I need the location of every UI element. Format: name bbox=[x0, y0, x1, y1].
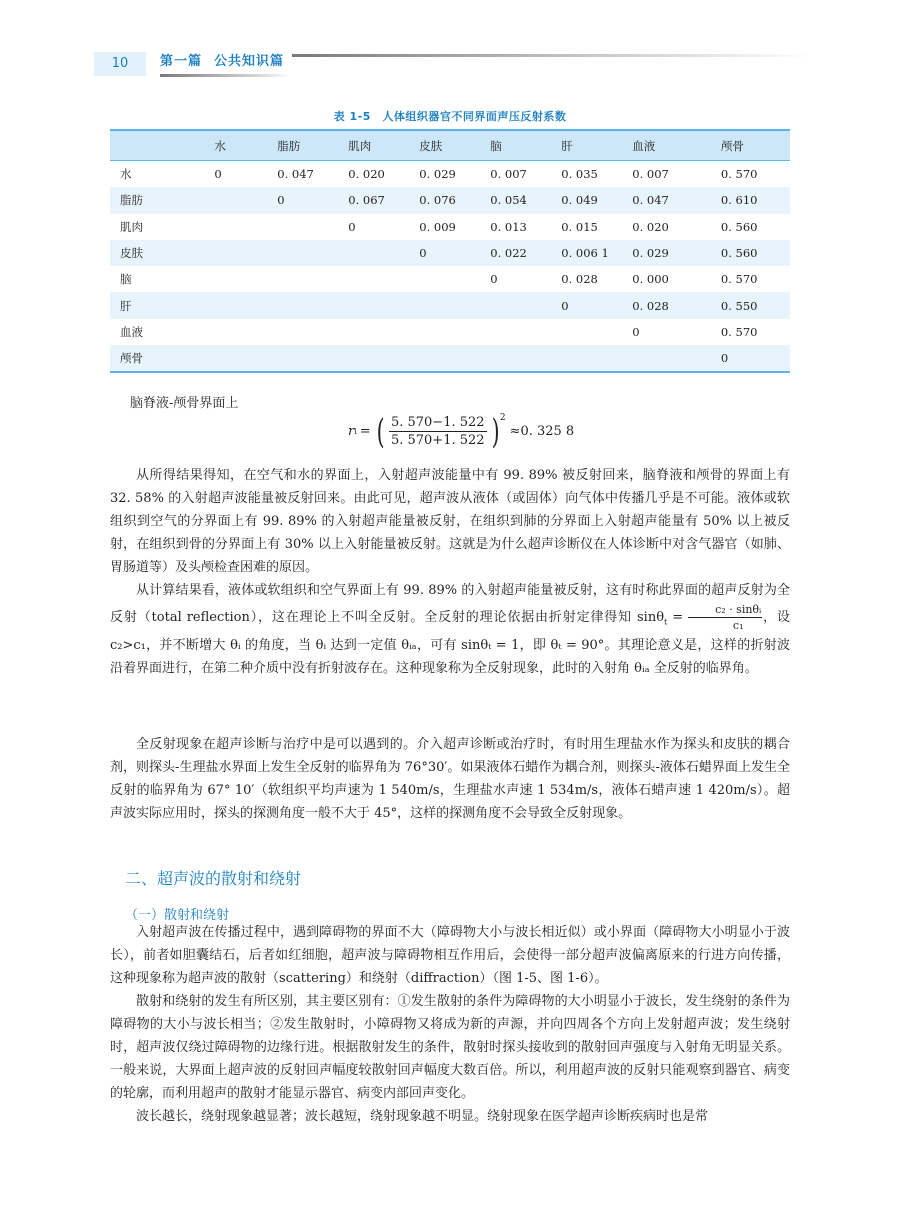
table-cell bbox=[419, 345, 490, 372]
table-header-cell: 颅骨 bbox=[720, 138, 744, 153]
table-row bbox=[110, 161, 790, 188]
snell-fraction bbox=[688, 602, 762, 633]
table-cell: 0. 015 bbox=[561, 219, 598, 234]
paragraph-5: 散射和绕射的发生有所区别，其主要区别有：①发生散射的条件为障碍物的大小明显小于波长，发生绕射的条件为障碍物的大小与波长相当；②发生散射时，小障碍物又将成为新的声源，并向四周各个方向上发射超声波；发生绕射时，超声波仅绕过障碍物的边缘行进。根据散射发生的条件，散射时探头接收到的散射回声强度与入射角无明显关系。一般来说，大界面上超声波的反射回声幅度较散射回声幅度大数百倍。所以，利用超声波的反射只能观察到器官、病变的轮廓，而利用超声的散射才能显示器官、病变内部回声变化。 bbox=[110, 994, 790, 1101]
table-cell bbox=[214, 214, 277, 240]
table-cell: 0. 570 bbox=[720, 272, 758, 287]
table-cell bbox=[348, 266, 419, 292]
table-header-cell: 肌肉 bbox=[348, 138, 372, 153]
table-cell bbox=[490, 292, 561, 318]
table-cell: 0 bbox=[277, 193, 285, 208]
reflection-formula bbox=[348, 411, 575, 452]
table-cell: 0. 047 bbox=[632, 193, 669, 208]
table-cell: 0 bbox=[348, 219, 356, 234]
table-cell bbox=[419, 292, 490, 318]
table-row bbox=[110, 266, 790, 292]
table-cell: 0. 550 bbox=[720, 298, 758, 313]
table-cell bbox=[348, 292, 419, 318]
table-cell: 0. 009 bbox=[419, 219, 456, 234]
table-header-cell: 脑 bbox=[490, 138, 502, 153]
row-label: 水 bbox=[120, 167, 132, 182]
table-cell bbox=[490, 345, 561, 372]
table-cell: 0 bbox=[419, 246, 427, 261]
reflection-coefficient-table bbox=[110, 129, 790, 373]
table-cell bbox=[561, 319, 632, 345]
table-cell: 0. 000 bbox=[632, 272, 669, 287]
header-rule-bottom bbox=[160, 74, 290, 77]
page-number: 10 bbox=[94, 52, 146, 76]
table-cell: 0. 006 1 bbox=[561, 246, 609, 261]
formula-approx: ≈0. 325 8 bbox=[509, 424, 575, 439]
table-cell: 0. 067 bbox=[348, 193, 385, 208]
running-header bbox=[160, 52, 284, 72]
table-cell bbox=[490, 319, 561, 345]
formula-lhs: r bbox=[348, 424, 355, 439]
table-cell: 0. 049 bbox=[561, 193, 598, 208]
table-cell: 0. 007 bbox=[632, 167, 669, 182]
row-label: 肌肉 bbox=[120, 219, 143, 234]
table-cell: 0. 020 bbox=[632, 219, 669, 234]
table-row bbox=[110, 292, 790, 318]
snell-numerator: c₂ · sinθᵢ bbox=[688, 602, 762, 618]
table-row bbox=[110, 214, 790, 240]
table-cell bbox=[419, 266, 490, 292]
row-label: 肝 bbox=[120, 298, 132, 313]
subsection-heading: （一）散射和绕射 bbox=[125, 908, 230, 923]
table-cell bbox=[348, 240, 419, 266]
table-cell: 0. 076 bbox=[419, 193, 456, 208]
table-cell bbox=[348, 319, 419, 345]
table-cell: 0. 035 bbox=[561, 167, 598, 182]
paragraph-3: 全反射现象在超声诊断与治疗中是可以遇到的。介入超声诊断或治疗时，有时用生理盐水作为探头和皮肤的耦合剂，则探头-生理盐水界面上发生全反射的临界角为 76°30′。如果液体石蜡作为耦合剂，则探头-液体石蜡界面上发生全反射的临界角为 67° 10′（软组织平均声速为 1 540m/s，生理盐水声速 1 534m/s，液体石蜡声速 1 420m/s）。超声波实际应用时，探头的探测角度一般不大于 45°，这样的探测角度不会导致全反射现象。 bbox=[110, 737, 790, 821]
paragraph-4: 入射超声波在传播过程中，遇到障碍物的界面不大（障碍物大小与波长相近似）或小界面（障碍物大小明显小于波长），前者如胆囊结石，后者如红细胞，超声波与障碍物相互作用后，会使得一部分超声波偏离原来的行进方向传播，这种现象称为超声波的散射（scattering）和绕射（diffraction）（图 1-5、图 1-6）。 bbox=[110, 925, 790, 986]
table-cell: 0. 028 bbox=[561, 272, 598, 287]
table-cell: 0. 022 bbox=[490, 246, 527, 261]
table-caption: 表 1-5 人体组织器官不同界面声压反射系数 bbox=[333, 110, 567, 123]
table-cell bbox=[632, 345, 721, 372]
table-cell bbox=[214, 266, 277, 292]
table-cell bbox=[277, 240, 348, 266]
table-cell: 0 bbox=[490, 272, 498, 287]
table-cell: 0. 029 bbox=[419, 167, 456, 182]
table-header-cell: 脂肪 bbox=[277, 138, 301, 153]
table-cell: 0. 047 bbox=[277, 167, 314, 182]
table-cell bbox=[277, 345, 348, 372]
table-cell: 0. 007 bbox=[490, 167, 527, 182]
table-row bbox=[110, 319, 790, 345]
paragraph-2-eq: = bbox=[667, 610, 684, 625]
table-cell bbox=[214, 319, 277, 345]
table-cell bbox=[277, 214, 348, 240]
part-label: 第一篇 bbox=[160, 54, 203, 69]
paragraph-2-part-b: ，设 c₂>c₁，并不断增大 θᵢ 的角度，当 θᵢ 达到一定值 θᵢₐ，可有 sinθₜ = 1，即 θₜ = 90°。其理论意义是，这样的折射波沿着界面进行，在第二种介质中没有折射波存在。这种现象称为全反射现象，此时的入射角 θᵢₐ 全反射的临界角。 bbox=[110, 610, 790, 676]
table-cell: 0. 029 bbox=[632, 246, 669, 261]
table-cell: 0. 560 bbox=[720, 246, 758, 261]
table-cell: 0 bbox=[214, 167, 222, 182]
table-cell: 0 bbox=[632, 324, 640, 339]
paragraph-2 bbox=[110, 579, 790, 680]
table-cell bbox=[277, 319, 348, 345]
table-row bbox=[110, 187, 790, 213]
table-header-cell: 血液 bbox=[632, 138, 656, 153]
header-rule-top bbox=[292, 54, 812, 57]
snell-denominator: c₁ bbox=[732, 619, 744, 632]
formula-lhs-sub: i bbox=[354, 427, 357, 436]
table-row bbox=[110, 240, 790, 266]
formula-exponent: 2 bbox=[499, 412, 506, 423]
table-header-corner bbox=[110, 130, 214, 161]
table-cell: 0. 570 bbox=[720, 167, 758, 182]
table-cell bbox=[277, 266, 348, 292]
table-cell: 0 bbox=[720, 351, 729, 366]
right-paren: ) bbox=[491, 411, 500, 452]
table-cell: 0. 610 bbox=[720, 193, 758, 208]
formula-numerator: 5. 570−1. 522 bbox=[390, 415, 485, 430]
section-heading: 二、超声波的散射和绕射 bbox=[125, 869, 302, 888]
table-cell bbox=[214, 240, 277, 266]
row-label: 血液 bbox=[120, 324, 143, 339]
formula-fraction bbox=[389, 414, 487, 449]
row-label: 脑 bbox=[120, 272, 132, 287]
table-cell: 0. 020 bbox=[348, 167, 385, 182]
table-cell bbox=[277, 292, 348, 318]
paragraph-2-part-a: 从计算结果看，液体或软组织和空气界面上有 99. 89% 的入射超声能量被反射，这有时称此界面的超声反射为全反射（total reflection），这在理论上不叫全反射。全反射的理论依据由折射定律得知 sinθ bbox=[110, 583, 790, 625]
part-title: 公共知识篇 bbox=[214, 54, 285, 69]
row-label: 颅骨 bbox=[120, 351, 143, 366]
table-header-row bbox=[110, 130, 790, 161]
table-cell bbox=[561, 345, 632, 372]
interface-label: 脑脊液-颅骨界面上 bbox=[130, 396, 239, 411]
table-cell: 0. 013 bbox=[490, 219, 527, 234]
formula-denominator: 5. 570+1. 522 bbox=[390, 433, 485, 448]
table-cell: 0. 570 bbox=[720, 324, 758, 339]
table-cell bbox=[419, 319, 490, 345]
table-header-cell: 肝 bbox=[561, 138, 573, 153]
table-cell bbox=[214, 345, 277, 372]
table-cell bbox=[214, 292, 277, 318]
row-label: 脂肪 bbox=[120, 193, 143, 208]
row-label: 皮肤 bbox=[120, 246, 143, 261]
table-row bbox=[110, 345, 790, 372]
table-header-cell: 皮肤 bbox=[419, 138, 443, 153]
formula-eq: = bbox=[359, 424, 371, 439]
theta-t-sub: t bbox=[664, 617, 668, 627]
table-cell: 0. 054 bbox=[490, 193, 527, 208]
table-cell: 0 bbox=[561, 298, 569, 313]
table-cell bbox=[348, 345, 419, 372]
table-cell bbox=[214, 187, 277, 213]
paragraph-1: 从所得结果得知，在空气和水的界面上，入射超声波能量中有 99. 89% 被反射回来，脑脊液和颅骨的界面上有 32. 58% 的入射超声波能量被反射回来。由此可见，超声波从液体（或固体）向气体中传播几乎是不可能。液体或软组织到空气的分界面上有 99. 89% 的入射超声能量被反射，在组织到肺的分界面上入射超声能量有 50% 以上被反射，在组织到骨的分界面上有 30% 以上入射能量被反射。这就是为什么超声诊断仪在人体诊断中对含气器官（如肺、胃肠道等）及头颅检查困难的原因。 bbox=[110, 468, 790, 575]
table-cell: 0. 560 bbox=[720, 219, 758, 234]
table-header-cell: 水 bbox=[214, 138, 226, 153]
left-paren: ( bbox=[376, 411, 385, 452]
table-cell: 0. 028 bbox=[632, 298, 669, 313]
paragraph-6: 波长越长，绕射现象越显著；波长越短，绕射现象越不明显。绕射现象在医学超声诊断疾病时也是常 bbox=[136, 1109, 709, 1124]
